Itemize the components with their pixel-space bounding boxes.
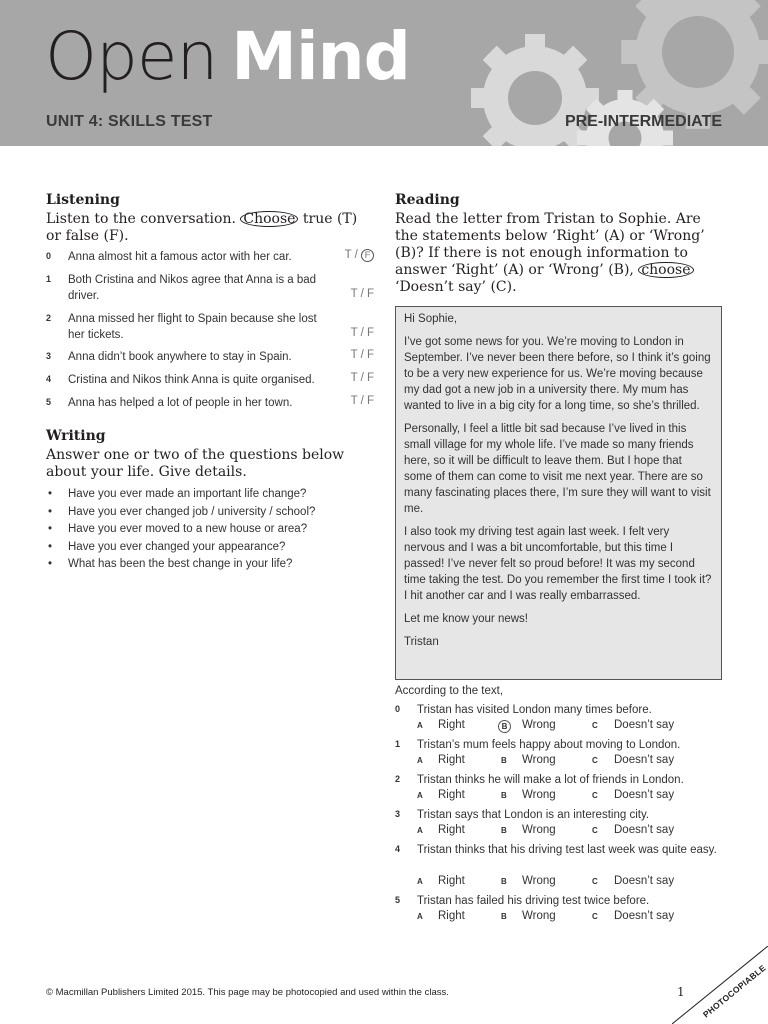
reading-question: 1 Tristan’s mum feels happy about moving to London. A Right B Wrong C Doesn’t say [395, 737, 725, 771]
list-item: • Have you ever changed your appearance? [46, 539, 376, 557]
copyright-notice: © Macmillan Publishers Limited 2015. This page may be photocopied and used within the class. [46, 987, 449, 998]
option-c[interactable]: Doesn’t say [614, 789, 675, 801]
reading-instruction: Read the letter from Tristan to Sophie. Are the statements below ‘Right’ (A) or ‘Wrong’ (B)? If there is not enough information to answer ‘Right’ (A) or ‘Wrong’ (B), choose ‘Doesn’t say’ (C). [395, 211, 705, 295]
logo-mind: Mind [231, 18, 410, 95]
answer-options: A Right B Wrong C Doesn’t say [417, 875, 675, 887]
option-a[interactable]: Right [438, 824, 465, 836]
answer-options: A Right B Wrong C Doesn’t say [417, 789, 675, 801]
letter-greeting: Hi Sophie, [404, 313, 458, 325]
option-c[interactable]: Doesn’t say [614, 719, 675, 731]
listening-item: 5 Anna has helped a lot of people in her town. T / F [46, 395, 374, 409]
option-a[interactable]: Right [438, 789, 465, 801]
listening-item: 2 Anna missed her flight to Spain because she lost her tickets. T / F [46, 313, 374, 341]
option-b[interactable]: Wrong [522, 875, 556, 887]
reading-question: 0 Tristan has visited London many times before. A Right B Wrong C Doesn’t say [395, 702, 725, 736]
level-label: PRE-INTERMEDIATE [564, 113, 722, 130]
tf-choice[interactable]: T / F [345, 249, 374, 262]
tf-choice[interactable]: T / F [350, 349, 374, 361]
page-number: 1 [677, 985, 685, 999]
photocopiable-label: PHOTOCOPIABLE [700, 962, 768, 1020]
listening-heading: Listening [46, 192, 120, 208]
reading-question: 2 Tristan thinks he will make a lot of friends in London. A Right B Wrong C Doesn’t say [395, 772, 725, 806]
answer-options: A Right B Wrong C Doesn’t say [417, 910, 675, 922]
option-a[interactable]: Right [438, 910, 465, 922]
listening-item: 0 Anna almost hit a famous actor with her car. T / F [46, 249, 374, 267]
option-c[interactable]: Doesn’t say [614, 875, 675, 887]
circled-answer: F [361, 249, 374, 262]
option-a[interactable]: Right [438, 719, 465, 731]
unit-title: UNIT 4: SKILLS TEST [46, 113, 213, 130]
letter-paragraph: I’ve got some news for you. We’re moving to London in September. I’ve never been there before, so I think it’s going to be a very new experience for us. We’re moving because my dad got a new job in a university there. My mum has wanted to live in a big city for a long time, so she’s thrilled. [404, 336, 711, 412]
tf-choice[interactable]: T / F [350, 327, 374, 339]
header-banner [0, 0, 768, 146]
tf-choice[interactable]: T / F [350, 288, 374, 300]
answer-options: A Right B Wrong C Doesn’t say [417, 824, 675, 836]
list-item: • Have you ever made an important life change? [46, 486, 376, 504]
option-b[interactable]: Wrong [522, 754, 556, 766]
option-a[interactable]: Right [438, 875, 465, 887]
according-label: According to the text, [395, 685, 504, 697]
photocopiable-stamp [672, 946, 768, 1024]
writing-heading: Writing [46, 428, 106, 444]
reading-question: 5 Tristan has failed his driving test twice before. A Right B Wrong C Doesn’t say [395, 893, 725, 927]
logo-open: Open [45, 18, 218, 95]
letter-signature: Tristan [404, 636, 439, 648]
reading-question: 4 Tristan thinks that his driving test last week was quite easy. A Right B Wrong C Doesn’t say [395, 842, 725, 892]
logo [45, 18, 410, 95]
option-c[interactable]: Doesn’t say [614, 824, 675, 836]
letter-box [395, 306, 722, 680]
listening-item: 4 Cristina and Nikos think Anna is quite organised. T / F [46, 372, 374, 386]
list-item: • Have you ever changed job / university / school? [46, 504, 376, 522]
tf-choice[interactable]: T / F [350, 372, 374, 384]
option-b[interactable]: Wrong [522, 910, 556, 922]
list-item: • Have you ever moved to a new house or area? [46, 521, 376, 539]
listening-item: 3 Anna didn’t book anywhere to stay in Spain. T / F [46, 349, 374, 363]
answer-options: A Right B Wrong C Doesn’t say [417, 719, 675, 731]
list-item: • What has been the best change in your life? [46, 556, 376, 574]
option-c[interactable]: Doesn’t say [614, 754, 675, 766]
writing-questions [46, 486, 376, 574]
option-b[interactable]: Wrong [522, 824, 556, 836]
letter-paragraph: Personally, I feel a little bit sad because I’ve lived in this small village for my whole life. I’ve made so many friends here, so it will be difficult to leave them. But I hope that some of them can come to visit me next year. There are so many fascinating places there, I’m sure they will want to visit me. [404, 423, 711, 515]
circled-answer: B [498, 720, 511, 733]
circled-word: Choose [240, 211, 298, 227]
option-a[interactable]: Right [438, 754, 465, 766]
listening-item: 1 Both Cristina and Nikos agree that Anna is a bad driver. T / F [46, 274, 374, 302]
circled-word: choose [638, 262, 693, 278]
option-b[interactable]: Wrong [522, 719, 556, 731]
writing-instruction: Answer one or two of the questions below about your life. Give details. [46, 447, 345, 480]
letter-paragraph: I also took my driving test again last week. I felt very nervous and I was a bit uncomfortable, but this time I passed! I’ve never felt so proud before! It was my second time taking the test. Do you remember the first time I took it? I hit another car and I was really embarrassed. [404, 526, 712, 602]
reading-heading: Reading [395, 192, 460, 208]
option-b[interactable]: Wrong [522, 789, 556, 801]
letter-paragraph: Let me know your news! [404, 613, 529, 625]
answer-options: A Right B Wrong C Doesn’t say [417, 754, 675, 766]
reading-question: 3 Tristan says that London is an interesting city. A Right B Wrong C Doesn’t say [395, 807, 725, 841]
listening-instruction: Listen to the conversation. Choose true (T) or false (F). [46, 211, 358, 244]
option-c[interactable]: Doesn’t say [614, 910, 675, 922]
tf-choice[interactable]: T / F [350, 395, 374, 407]
